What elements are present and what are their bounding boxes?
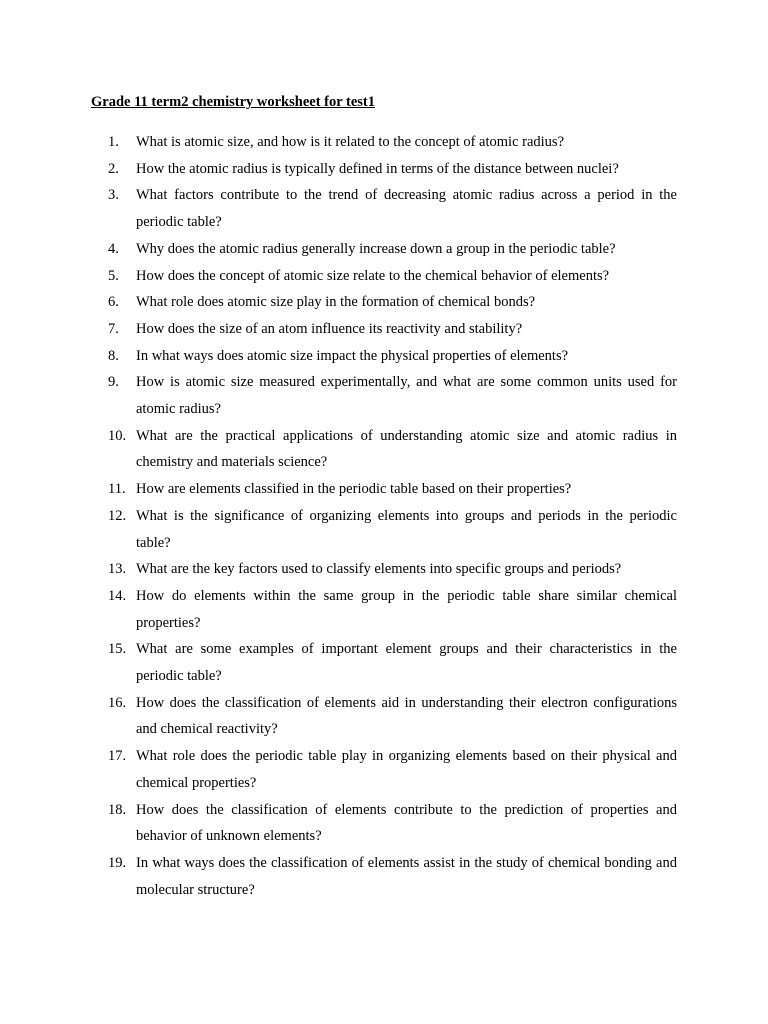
question-number-wrap [107, 423, 136, 476]
question-number: 2. [108, 160, 119, 177]
question-text: What is the significance of organizing elements into groups and periods in the periodic table? [136, 507, 677, 551]
question-text: How does the size of an atom influence its reactivity and stability? [136, 320, 523, 337]
question-number: 11. [108, 481, 126, 498]
question-item [107, 743, 677, 796]
question-item [107, 476, 677, 503]
question-number: 5. [108, 267, 119, 284]
question-item [107, 850, 677, 903]
question-text: How the atomic radius is typically defined in terms of the distance between nuclei? [136, 160, 619, 177]
question-text: What is atomic size, and how is it related to the concept of atomic radius? [136, 134, 565, 150]
question-item [107, 236, 677, 263]
question-text: Why does the atomic radius generally increase down a group in the periodic table? [136, 240, 616, 257]
question-item [107, 289, 677, 316]
question-number: 13. [108, 561, 127, 578]
question-number-wrap [107, 343, 136, 370]
question-number-wrap [107, 156, 136, 183]
question-number: 14. [108, 587, 127, 604]
question-text: How are elements classified in the periodic table based on their properties? [136, 481, 572, 498]
question-item [107, 316, 677, 343]
question-number-wrap [107, 129, 136, 156]
question-number-wrap [107, 850, 136, 903]
question-number-wrap [107, 636, 136, 689]
question-number: 1. [108, 134, 119, 150]
question-number-wrap [107, 316, 136, 343]
question-item [107, 797, 677, 850]
question-number-wrap [107, 743, 136, 796]
question-number-wrap [107, 263, 136, 290]
question-text: What factors contribute to the trend of decreasing atomic radius across a period in the periodic table? [136, 187, 677, 231]
question-number: 3. [108, 187, 119, 204]
question-item [107, 263, 677, 290]
question-text: What are some examples of important element groups and their characteristics in the periodic table? [136, 641, 677, 685]
question-text: How does the classification of elements aid in understanding their electron configurations and chemical reactivity? [136, 694, 677, 738]
question-number-wrap [107, 236, 136, 263]
question-text: What are the practical applications of understanding atomic size and atomic radius in chemistry and materials science? [136, 427, 677, 471]
question-number: 18. [108, 801, 127, 818]
question-item [107, 423, 677, 476]
question-number: 8. [108, 347, 119, 364]
question-number: 17. [108, 748, 127, 765]
question-number: 7. [108, 320, 119, 337]
question-item [107, 343, 677, 370]
question-number: 15. [108, 641, 127, 658]
question-item [107, 182, 677, 235]
question-text: What role does the periodic table play in organizing elements based on their physical and chemical properties? [136, 748, 677, 791]
question-number: 16. [108, 694, 127, 711]
question-number: 9. [108, 374, 119, 391]
question-text: How do elements within the same group in the periodic table share similar chemical properties? [136, 587, 677, 631]
question-number-wrap [107, 369, 136, 422]
question-number-wrap [107, 556, 136, 583]
question-number-wrap [107, 690, 136, 743]
question-item [107, 129, 677, 156]
question-list [107, 129, 677, 903]
question-item [107, 156, 677, 183]
question-number-wrap [107, 182, 136, 235]
question-number: 4. [108, 240, 119, 257]
question-text: What are the key factors used to classify elements into specific groups and periods? [136, 561, 622, 578]
question-number-wrap [107, 797, 136, 850]
question-number: 12. [108, 507, 127, 524]
question-text: How does the classification of elements contribute to the prediction of properties and behavior of unknown elements? [136, 801, 677, 845]
question-item [107, 583, 677, 636]
question-number: 19. [108, 854, 127, 871]
question-item [107, 369, 677, 422]
question-number: 6. [108, 294, 119, 311]
question-item [107, 503, 677, 556]
question-item [107, 636, 677, 689]
question-item [107, 556, 677, 583]
page-title: Grade 11 term2 chemistry worksheet for test1 [91, 94, 376, 110]
question-number: 10. [108, 427, 127, 444]
question-number-wrap [107, 503, 136, 556]
question-text: In what ways does atomic size impact the physical properties of elements? [136, 347, 569, 364]
question-text: How is atomic size measured experimentally, and what are some common units used for atomic radius? [136, 374, 677, 418]
question-text: How does the concept of atomic size relate to the chemical behavior of elements? [136, 267, 610, 284]
question-number-wrap [107, 476, 136, 503]
question-number-wrap [107, 583, 136, 636]
question-number-wrap [107, 289, 136, 316]
question-text: What role does atomic size play in the formation of chemical bonds? [136, 294, 536, 311]
question-item [107, 690, 677, 743]
question-text: In what ways does the classification of elements assist in the study of chemical bonding and molecular structure? [136, 854, 677, 898]
